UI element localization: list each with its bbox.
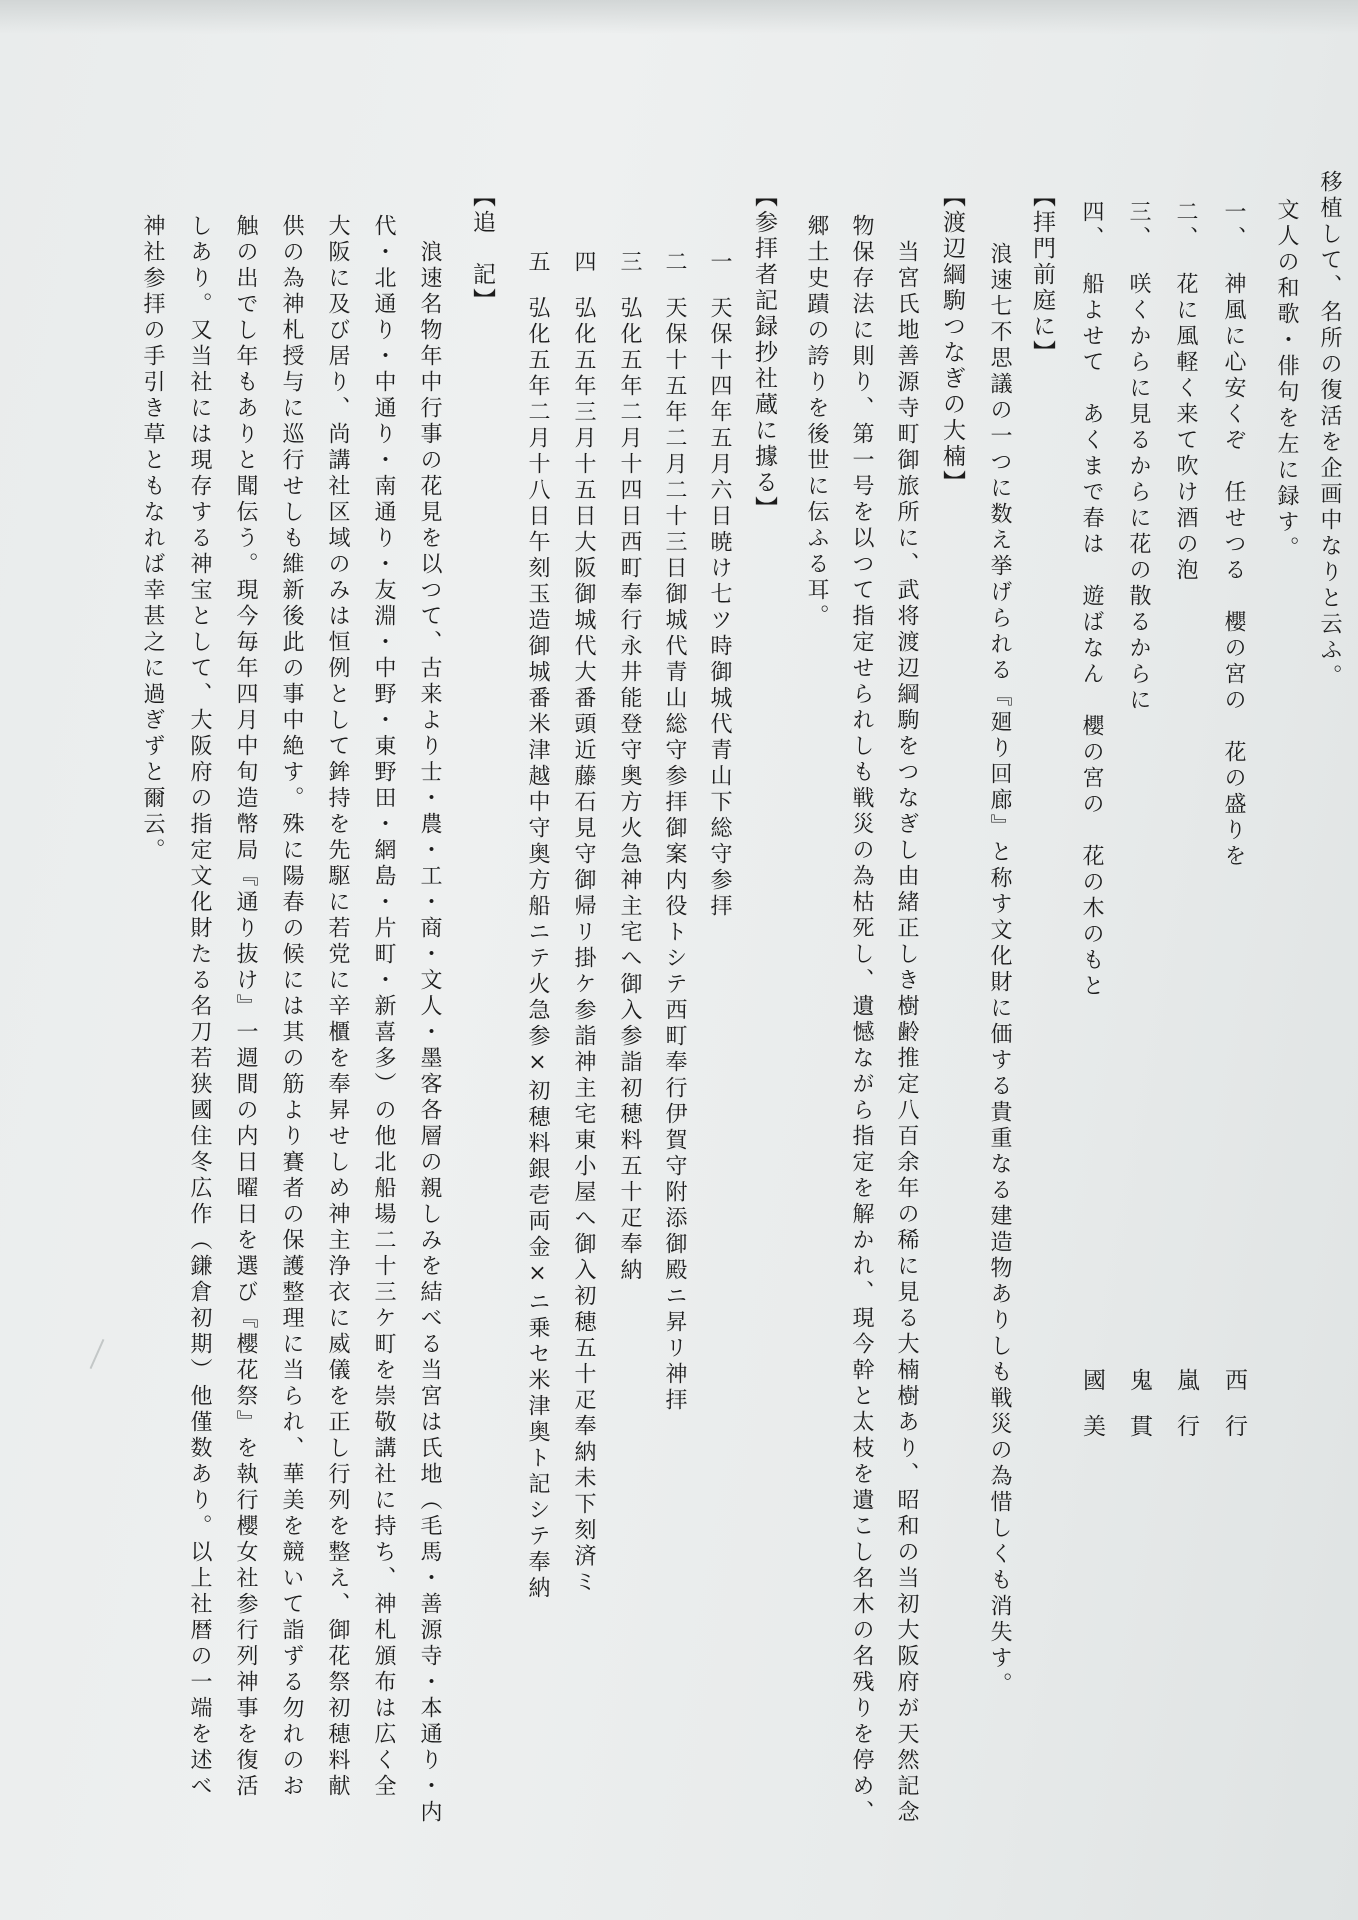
section-heading-tsuiki: 【追 記】 — [469, 184, 495, 314]
intro-line: 移植して、名所の復活を企画中なりと云ふ。 — [1317, 170, 1342, 690]
poem-author: 鬼 貫 — [1126, 1368, 1152, 1437]
poem-number: 三、 — [1126, 200, 1151, 252]
section-paragraph-line: 触の出でし年もありと聞伝う。現今毎年四月中旬造幣局『通り抜け』一週間の内日曜日を選び『櫻花祭』を執行櫻女社参行列神事を復活 — [233, 214, 258, 1800]
paper-scratch-mark — [90, 1339, 105, 1369]
poem-number: 四、 — [1079, 200, 1104, 252]
poem-author: 西 行 — [1221, 1368, 1247, 1437]
record-number: 一 — [707, 250, 732, 276]
poem-number: 一、 — [1221, 200, 1246, 252]
section-heading-haimon: 【拝門前庭に】 — [1029, 184, 1055, 366]
poem-text: 花に風軽く来て吹け酒の泡 — [1173, 272, 1198, 584]
poem-author: 嵐 行 — [1173, 1368, 1199, 1437]
record-number: 三 — [617, 250, 642, 276]
record-text: 弘化五年二月十四日西町奉行永井能登守奥方火急神主宅へ御入参詣初穂料五十疋奉納 — [617, 296, 642, 1284]
record-number: 四 — [571, 250, 596, 276]
poem-text: 神風に心安くぞ 任せつる 櫻の宮の 花の盛りを — [1221, 272, 1246, 870]
record-number: 二 — [662, 250, 687, 276]
record-text: 天保十四年五月六日暁け七ツ時御城代青山下総守参拝 — [707, 296, 732, 920]
record-number: 五 — [525, 250, 550, 276]
section-heading-records: 【参拝者記録抄社蔵に據る】 — [751, 184, 777, 522]
record-text: 天保十五年二月二十三日御城代青山総守参拝御案内役トシテ西町奉行伊賀守附添御殿ニ昇リ神拝 — [662, 296, 687, 1414]
poem-number: 二、 — [1173, 200, 1198, 252]
section-paragraph-line: 浪速名物年中行事の花見を以つて、古来より士・農・工・商・文人・墨客各層の親しみを結べる当宮は氏地（毛馬・善源寺・本通り・内 — [417, 240, 442, 1826]
record-text: 弘化五年二月十八日午刻玉造御城番米津越中守奥方船ニテ火急参×初穂料銀壱両金×ニ乗セ米津奥ト記シテ奉納 — [525, 296, 550, 1602]
poem-text: 咲くからに見るからに花の散るからに — [1126, 272, 1151, 714]
record-text: 弘化五年三月十五日大阪御城代大番頭近藤石見守御帰リ掛ケ参詣神主宅東小屋へ御入初穂五十疋奉納未下刻済ミ — [571, 296, 596, 1596]
section-paragraph-line: 当宮氏地善源寺町御旅所に、武将渡辺綱駒をつなぎし由緒正しき樹齢推定八百余年の稀に見る大楠樹あり、昭和の当初大阪府が天然記念 — [894, 240, 919, 1826]
section-paragraph-line: しあり。又当社には現存する神宝として、大阪府の指定文化財たる名刀若狭國住冬広作（鎌倉初期）他僅数あり。以上社暦の一端を述べ — [187, 214, 212, 1800]
poem-author: 國 美 — [1079, 1368, 1105, 1437]
section-paragraph-line: 代・北通り・中通り・南通り・友淵・中野・東野田・網島・片町・新喜多）の他北船場二十三ケ町を崇敬講社に持ち、神札頒布は広く全 — [371, 214, 396, 1800]
section-paragraph-line: 郷土史蹟の誇りを後世に伝ふる耳。 — [804, 214, 829, 630]
section-paragraph-line: 大阪に及び居り、尚講社区域のみは恒例として鉾持を先駆に若党に辛櫃を奉昇せしめ神主浄衣に威儀を正し行列を整え、御花祭初穂料献 — [325, 214, 350, 1800]
section-paragraph-line: 神社参拝の手引き草ともなれば幸甚之に過ぎずと爾云。 — [140, 214, 165, 864]
poem-text: 船よせて あくまで春は 遊ばなん 櫻の宮の 花の木のもと — [1079, 272, 1104, 1000]
page-edge-shadow — [0, 0, 1358, 34]
section-paragraph-line: 浪速七不思議の一つに数え挙げられる『廻り回廊』と称す文化財に価する貴重なる建造物ありしも戦災の為惜しくも消失す。 — [987, 242, 1012, 1698]
intro-line: 文人の和歌・俳句を左に録す。 — [1274, 198, 1299, 562]
section-heading-watanabe: 【渡辺綱駒つなぎの大楠】 — [939, 184, 965, 496]
section-paragraph-line: 供の為神札授与に巡行せしも維新後此の事中絶す。殊に陽春の候には其の筋より賽者の保護整理に当られ、華美を競いて詣ずる勿れのお — [279, 214, 304, 1800]
section-paragraph-line: 物保存法に則り、第一号を以つて指定せられしも戦災の為枯死し、遺憾ながら指定を解かれ、現今幹と太枝を遺こし名木の名残りを停め、 — [849, 214, 874, 1826]
